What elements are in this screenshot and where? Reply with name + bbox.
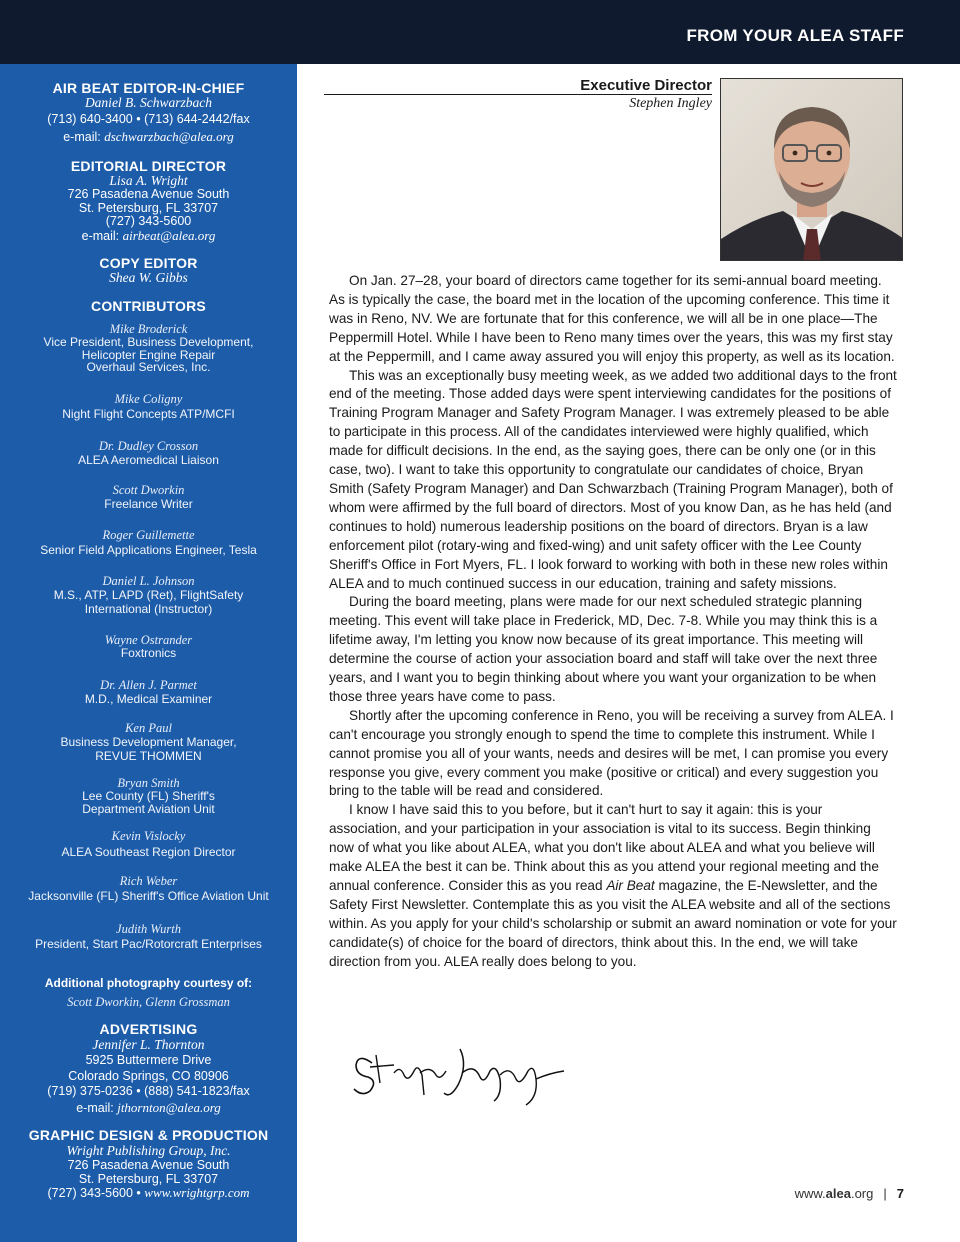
contributor-item: [0, 634, 297, 660]
contributor-name: Scott Dworkin: [112, 483, 185, 497]
contributor-item: [0, 722, 297, 762]
design-address2: St. Petersburg, FL 33707: [78, 1171, 219, 1186]
design-block: [0, 1127, 297, 1201]
masthead-sidebar: [0, 64, 297, 1242]
advertising-heading: ADVERTISING: [99, 1021, 198, 1037]
contributor-title: ALEA Aeromedical Liaison: [78, 453, 219, 467]
contributor-item: [0, 529, 297, 557]
editorial-heading: EDITORIAL DIRECTOR: [70, 158, 227, 174]
advertising-email[interactable]: jthornton@alea.org: [117, 1099, 221, 1115]
editorial-phone: (727) 343-5600: [105, 214, 192, 228]
design-address1: 726 Pasadena Avenue South: [67, 1158, 230, 1172]
contributor-title: Helicopter Engine Repair: [81, 347, 216, 362]
advertising-email-line: [0, 1101, 297, 1116]
contributor-item: [0, 393, 297, 421]
editorial-email-prefix: e-mail:: [81, 228, 123, 243]
paragraph-text: I know I have said this to you before, but it can't hurt to say it again: this is your association, and your participation in your association is vital to its success. Begin thinking now of what you like about ALEA, what you don't like about ALEA and what you believe will make ALEA the best it can be. Think about this as you attend your regional meeting and the annual conference. Consider this as you read: [329, 802, 879, 893]
article-paragraph: During the board meeting, plans were made for our next scheduled strategic planning meeting. This event will take place in Frederick, MD, Dec. 7-8. While you may think this is a lifetime away, I'm letting you know now because of its great importance. This meeting will determine the course of action your association board and staff will take over the next three years, and I want you to begin thinking about where you want your organization to be when those three years have come to pass.: [329, 594, 878, 704]
editorial-address2: St. Petersburg, FL 33707: [78, 200, 219, 215]
design-heading: GRAPHIC DESIGN & PRODUCTION: [28, 1127, 269, 1143]
contributor-title: REVUE THOMMEN: [95, 748, 202, 763]
article-paragraph: This was an exceptionally busy meeting week, as we added two additional days to the front end of the meeting. Those added days were spent interviewing candidates for the positions of Training Program Manager and Safety Program Manager. I was extremely pleased to be able to participate in this process. All of the candidates interviewed were highly qualified, which made for difficult decisions. In the end, as the saying goes, there can be only one (or in this case, two). I want to take this opportunity to congratulate our candidates of choice, Bryan Smith (Safety Program Manager) and Dan Schwarzbach (Training Program Manager), both of whom were affirmed by the full board of directors. Most of you know Dan, as he has held (and continues to hold) numerous leadership positions on the board of directors. Bryan is a law enforcement pilot (rotary-wing and fixed-wing) and unit safety officer with the Lee County Sheriff's Office in Fort Myers, FL. I look forward to working with both in these new roles within ALEA and to much continued success in our education, training and safety missions.: [329, 367, 897, 591]
portrait-illustration: [721, 79, 903, 261]
section-title: FROM YOUR ALEA STAFF: [686, 26, 904, 45]
photo-credit-heading: Additional photography courtesy of:: [44, 976, 253, 990]
advertising-address2: Colorado Springs, CO 80906: [68, 1068, 229, 1083]
copy-editor-heading: COPY EDITOR: [99, 255, 198, 271]
copy-editor-name: Shea W. Gibbs: [109, 270, 188, 285]
editorial-email-line: [0, 229, 297, 244]
advertising-name: Jennifer L. Thornton: [92, 1037, 205, 1052]
contributor-title: Foxtronics: [120, 646, 177, 660]
editor-email[interactable]: dschwarzbach@alea.org: [104, 128, 234, 144]
photo-credit-names: Scott Dworkin, Glenn Grossman: [67, 995, 230, 1009]
editor-name: Daniel B. Schwarzbach: [84, 95, 213, 110]
contributor-title: ALEA Southeast Region Director: [61, 845, 236, 859]
advertising-block: [0, 1021, 297, 1115]
contributor-title: M.D., Medical Examiner: [84, 692, 213, 706]
contributor-title: Business Development Manager,: [60, 735, 237, 749]
contributor-name: Bryan Smith: [117, 776, 180, 790]
author-signature: [350, 1035, 570, 1110]
paragraph-text: magazine, the E-Newsletter, and the Safety First Newsletter. Contemplate this as you visit the ALEA website and all of the sections within. As you apply for your child's scholarship or submit an award nomination or vote for your candidate(s) of choice for the board of directors, think about this. In the end, we will take direction from you. ALEA really does belong to you.: [329, 878, 897, 969]
design-name: Wright Publishing Group, Inc.: [66, 1143, 231, 1158]
contributor-title: Jacksonville (FL) Sheriff's Office Aviation Unit: [28, 889, 269, 903]
contributor-title: M.S., ATP, LAPD (Ret), FlightSafety: [53, 588, 244, 602]
contributor-item: [0, 777, 297, 815]
contributor-title: Senior Field Applications Engineer, Tesla: [40, 543, 257, 557]
contributor-name: Daniel L. Johnson: [102, 574, 195, 588]
contributor-name: Judith Wurth: [116, 922, 181, 936]
contributor-title: International (Instructor): [84, 601, 213, 616]
copy-editor-block: [0, 255, 297, 285]
editor-block: [0, 80, 297, 144]
contributor-name: Dr. Allen J. Parmet: [100, 678, 197, 692]
contributor-item: [0, 875, 297, 903]
footer-web-bold: alea: [825, 1186, 851, 1201]
advertising-email-prefix: e-mail:: [76, 1100, 118, 1115]
footer-web-prefix: www.: [794, 1186, 826, 1201]
design-website-link[interactable]: www.wrightgrp.com: [144, 1185, 250, 1200]
editor-email-line: [0, 130, 297, 145]
article-title: Executive Director: [580, 77, 712, 94]
contributor-item: [0, 923, 297, 951]
footer-web-suffix: .org: [850, 1186, 874, 1201]
contributors-heading: [0, 298, 297, 314]
contributor-item: [0, 323, 297, 374]
contributor-item: [0, 575, 297, 615]
contributor-name: Wayne Ostrander: [104, 633, 193, 647]
article-author: Stephen Ingley: [629, 96, 712, 111]
editor-heading: AIR BEAT EDITOR-IN-CHIEF: [52, 80, 245, 96]
contributor-title: President, Start Pac/Rotorcraft Enterprises: [35, 937, 262, 951]
top-banner: [0, 0, 960, 64]
contributor-title: Freelance Writer: [104, 497, 193, 511]
contributor-name: Kevin Vislocky: [111, 829, 186, 843]
page-number: 7: [896, 1186, 904, 1201]
editor-phone: (713) 640-3400 • (713) 644-2442/fax: [47, 112, 250, 126]
contributor-item: [0, 440, 297, 467]
contributor-item: [0, 830, 297, 859]
contributor-name: Rich Weber: [119, 874, 178, 888]
design-phone-line: [0, 1186, 297, 1201]
contributor-name: Ken Paul: [125, 721, 172, 735]
contributors-heading-text: CONTRIBUTORS: [91, 298, 206, 314]
contributor-title: Lee County (FL) Sheriff's: [82, 789, 215, 803]
advertising-address1: 5925 Buttermere Drive: [85, 1053, 212, 1067]
title-divider: [324, 94, 712, 95]
contributor-title: Night Flight Concepts ATP/MCFI: [62, 407, 235, 421]
article-paragraph: On Jan. 27–28, your board of directors came together for its semi-annual board meeting. As is typically the case, the board met in the location of the upcoming conference. This time it was in Reno, NV. We are fortunate that for this conference, we will all be in one place—The Peppermill Hotel. While I have been to Reno many times over the years, this was my first stay at the Peppermill, and I came away assured you will enjoy this property, as well as its location.: [329, 273, 895, 364]
page-footer: [795, 1186, 904, 1201]
footer-separator: |: [883, 1186, 887, 1201]
contributor-name: Mike Broderick: [109, 322, 188, 336]
editor-email-prefix: e-mail:: [63, 129, 105, 144]
magazine-name: Air Beat: [606, 878, 655, 893]
editorial-name: Lisa A. Wright: [109, 173, 188, 188]
contributor-item: [0, 679, 297, 706]
article-paragraph: [329, 801, 897, 971]
editorial-address1: 726 Pasadena Avenue South: [67, 187, 230, 201]
article-paragraph: Shortly after the upcoming conference in Reno, you will be receiving a survey from ALEA. I can't encourage you strongly enough to spend the time to complete this instrument. While I cannot promise you all of your wants, needs and desires will be met, I can promise you every response you give, every comment you make (positive or critical) and every suggestion you bring to the table will be read and considered.: [329, 707, 894, 799]
editorial-email[interactable]: airbeat@alea.org: [122, 227, 216, 243]
design-phone: (727) 343-5600 •: [47, 1186, 145, 1200]
footer-website-link[interactable]: [795, 1186, 874, 1201]
author-portrait: [720, 78, 903, 261]
contributor-title: Overhaul Services, Inc.: [86, 360, 211, 374]
contributor-name: Mike Coligny: [114, 392, 183, 406]
contributor-item: [0, 484, 297, 511]
article-body: [329, 272, 897, 972]
editorial-block: [0, 158, 297, 243]
contributor-title: Department Aviation Unit: [82, 801, 215, 816]
contributor-name: Roger Guillemette: [102, 528, 195, 542]
photo-credit-block: [0, 976, 297, 1009]
contributor-name: Dr. Dudley Crosson: [98, 439, 199, 453]
advertising-phone: (719) 375-0236 • (888) 541-1823/fax: [47, 1084, 250, 1098]
contributor-title: Vice President, Business Development,: [43, 335, 254, 349]
